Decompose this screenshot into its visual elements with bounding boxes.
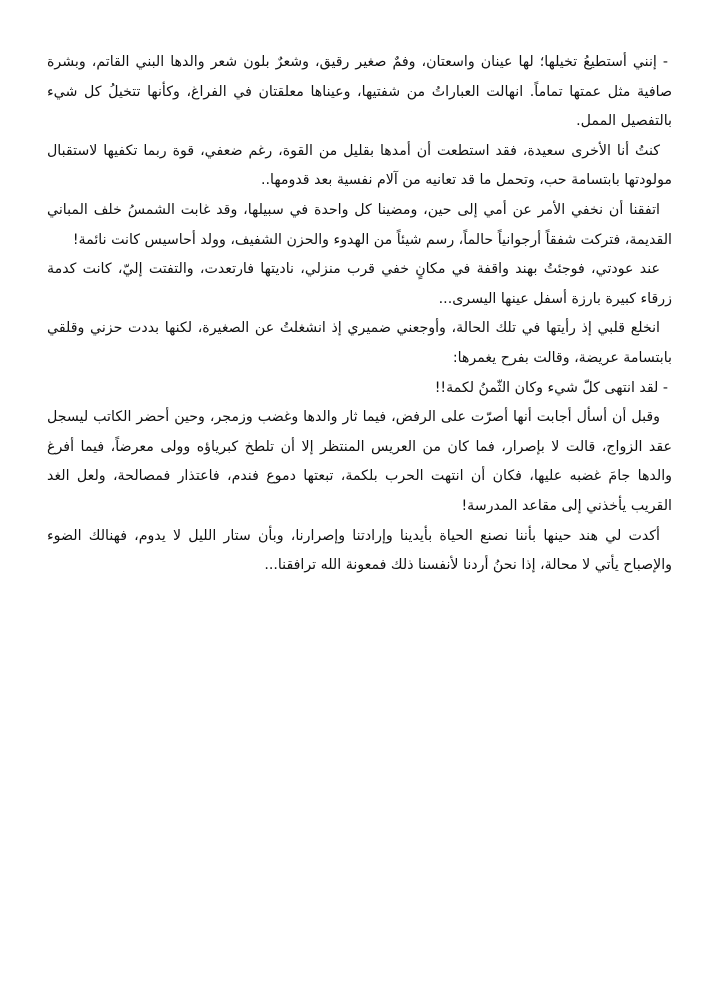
dialogue-line: - لقد انتهى كلّ شيء وكان الثّمنُ لكمة!! — [434, 379, 668, 396]
paragraph-7: أكدت لي هند حينها بأننا نصنع الحياة بأيدينا وإرادتنا وإصرارنا، وبأن ستار الليل لا يدوم، فهنالك الضوء والإصباح يأتي لا محالة، إذا نحنُ أردنا لأنفسنا ذلك فمعونة الله ترافقنا... — [47, 527, 672, 574]
paragraph-5: انخلع قلبي إذ رأيتها في تلك الحالة، وأوجعني ضميري إذ انشغلتُ عن الصغيرة، لكنها بددت حزني وقلقي بابتسامة عريضة، وقالت بفرح يغمرها: — [47, 320, 672, 366]
paragraph-2: كنتُ أنا الأخرى سعيدة، فقد استطعت أن أمدها بقليل من القوة، رغم ضعفي، قوة ربما تكفيها لاستقبال مولودتها بابتسامة حب، وتحمل ما قد تعانيه من آلام نفسية بعد قدومها.. — [47, 142, 672, 189]
paragraph-4: عند عودتي، فوجئتُ بهند واقفة في مكانٍ خفي قرب منزلي، ناديتها فارتعدت، والتفتت إليّ، كانت كدمة زرقاء كبيرة بارزة أسفل عينها اليسرى... — [47, 261, 672, 307]
story-text — [47, 48, 672, 581]
paragraph-1: - إنني أستطيعُ تخيلها؛ لها عينان واسعتان، وفمٌ صغير رقيق، وشعرٌ بلون شعر والدها البني القاتم، وبشرة صافية مثل عمتها تماماً. انهالت العباراتُ من شفتيها، وعيناها معلقتان في الفراغ، وكأنها تتخيلُ كل شيء بالتفصيل الممل. — [47, 54, 672, 130]
paragraph-3: اتفقنا أن نخفي الأمر عن أمي إلى حين، ومضينا كل واحدة في سبيلها، وقد غابت الشمسُ خلف المباني القديمة، فتركت شفقاً أرجوانياً حالماً، رسم شيئاً من الهدوء والحزن الشفيف، وولد أحاسيس كانت نائمة! — [47, 201, 672, 248]
paragraph-6: وقبل أن أسأل أجابت أنها أصرّت على الرفض، فيما ثار والدها وغضب وزمجر، وحين أحضر الكاتب ليسجل عقد الزواج، قالت لا بإصرار، فما كان من العريس المنتظر إلا أن تلطخ كبرياؤه وولى معرضاً، فيما أفرغ والدها جامَ غضبه عليها، فكان أن انتهت الحرب بلكمة، تبعتها دموع فندم، فاعتذار فمصالحة، ولعل الغد القريب يأخذني إلى مقاعد المدرسة! — [47, 409, 672, 514]
